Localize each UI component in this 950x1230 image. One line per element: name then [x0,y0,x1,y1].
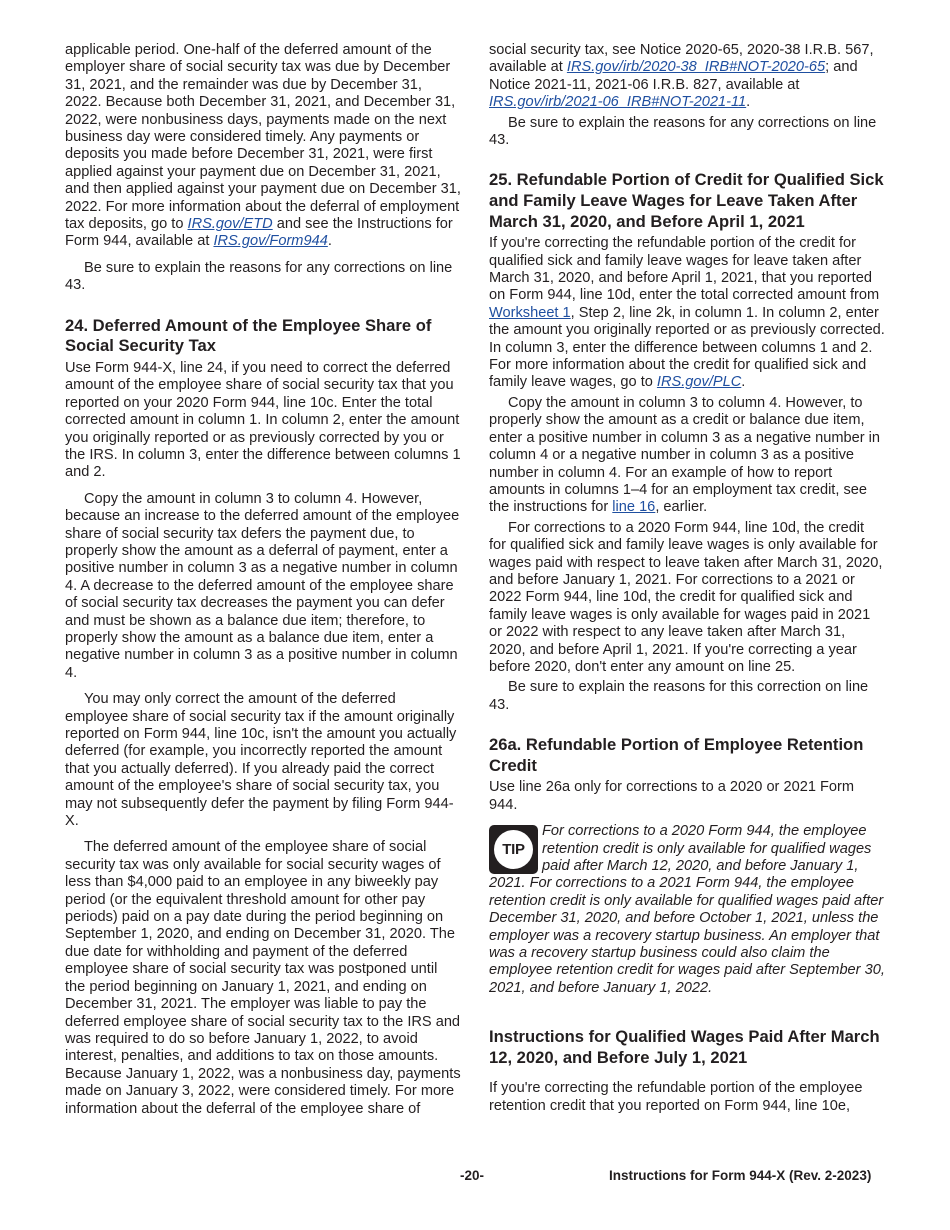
tip-label: TIP [494,830,533,869]
section-heading-25: 25. Refundable Portion of Credit for Qualified Sick and Family Leave Wages for Leave Taken After March 31, 2020, and Before April 1, 2021 [489,170,884,231]
paragraph: Use Form 944-X, line 24, if you need to correct the deferred amount of the employee share of social security tax that you reported on your 2020 Form 944, line 10c. Enter the total corrected amount in column 1. In column 2, enter the amount you originally reported or as previously corrected by you or the IRS. In column 3, enter the difference between columns 1 and 2. [65,359,461,481]
tip-box [489,823,885,997]
paragraph: social security tax, see Notice 2020-65, 2020-38 I.R.B. 567, available at IRS.gov/irb/2020-38_IRB#NOT-2020-65; and Notice 2021-11, 2021-06 I.R.B. 827, available at IRS.gov/irb/2021-06_IRB#NOT-2021-11. [489,42,874,111]
page-number: -20- [460,1168,485,1183]
tip-icon [489,825,538,874]
document-title: Instructions for Form 944-X (Rev. 2-2023) [609,1168,872,1183]
section-heading-instructions: Instructions for Qualified Wages Paid After March 12, 2020, and Before July 1, 2021 [489,1027,880,1067]
paragraph: Be sure to explain the reasons for this correction on line 43. [489,679,869,713]
paragraph: The deferred amount of the employee share of social security tax was only available for social security wages of less than $4,000 paid to an employee in any biweekly pay period (or the equivalent threshold amount for other pay periods) paid on a pay date during the period beginning on September 1, 2020, and ending on December 31, 2020. The due date for withholding and payment of the deferred employee share of social security tax was postponed until the period beginning on January 1, 2021, and ending on December 31, 2021. The employer was liable to pay the deferred employee share of social security tax to the IRS and was required to do so before January 1, 2022, to avoid interest, penalties, and additions to tax on those amounts. Because January 1, 2022, was a nonbusiness day, payments made on January 3, 2022, were considered timely. For more information about the deferral of the employee share of [65,839,461,1117]
link-irs-plc[interactable]: IRS.gov/PLC [656,374,742,391]
paragraph: If you're correcting the refundable portion of the employee retention credit that you reported on Form 944, line 10e, [489,1080,863,1114]
right-column [489,42,885,1115]
tip-text: For corrections to a 2020 Form 944, the employee retention credit is only available for qualified wages paid after March 12, 2020, and before January 1, 2021. For corrections to a 2021 Form 944, the employee retention credit is only available for qualified wages paid after December 31, 2020, and before October 1, 2021, unless the employer was a recovery startup business. An employer that was a recovery startup business could also claim the employee retention credit for wages paid after September 30, 2021, and before January 1, 2022. [489,823,885,996]
paragraph: Be sure to explain the reasons for any corrections on line 43. [489,114,877,149]
paragraph: Use line 26a only for corrections to a 2020 or 2021 Form 944. [489,779,855,813]
paragraph: Be sure to explain the reasons for any corrections on line 43. [65,259,453,294]
paragraph: You may only correct the amount of the deferred employee share of social security tax if the amount originally reported on Form 944, line 10c, isn't the amount you actually deferred (for example, you incorrectly reported the amount that you actually deferred). If you already paid the correct amount of the employee's share of social security tax, you may not subsequently defer the payment by filing Form 944-X. [65,691,457,830]
link-irs-etd[interactable]: IRS.gov/ETD [187,216,273,233]
paragraph: applicable period. One-half of the deferred amount of the employer share of social security tax was due by December 31, 2021, and the remainder was due by December 31, 2022. Because both December 31, 2021, and December 31, 2022, were nonbusiness days, payments made on the next business day were considered timely. Any payments or deposits you made before December 31, 2021, were first applied against your payment due on December 31, 2021, and then applied against your payment due on December 31, 2022. For more information about the deferral of employment tax deposits, go to IRS.gov/ETD and see the Instructions for Form 944, available at IRS.gov/Form944. [65,42,461,250]
paragraph: Copy the amount in column 3 to column 4. However, to properly show the amount as a credit or balance due item, enter a positive number in column 3 as a negative number in column 4 or a negative number in column 3 as a positive number in column 4. For an example of how to report amounts in columns 1–4 for an employment tax credit, see the instructions for line 16, earlier. [489,394,881,516]
left-column [65,42,461,1118]
paragraph: If you're correcting the refundable portion of the credit for qualified sick and family leave wages for leave taken after March 31, 2020, and before April 1, 2021, that you reported on Form 944, line 10d, enter the total corrected amount from Worksheet 1, Step 2, line 2k, in column 1. In column 2, enter the amount you originally reported or as previously corrected. In column 3, enter the difference between columns 1 and 2. For more information about the credit for qualified sick and family leave wages, go to IRS.gov/PLC. [489,235,885,391]
section-heading-24: 24. Deferred Amount of the Employee Share of Social Security Tax [65,315,432,356]
paragraph: Copy the amount in column 3 to column 4. However, because an increase to the deferred amount of the employee share of social security tax defers the payment due, to properly show the amount as a deferral of payment, enter a positive number in column 3 as a negative number in column 4. A decrease to the deferred amount of the employee share of social security tax decreases the payment you can defer and must be shown as a balance due item; therefore, to properly show the amount as a balance due item, enter a negative number in column 3 as a positive number in column 4. [65,490,460,681]
link-irs-form944[interactable]: IRS.gov/Form944 [213,233,328,250]
link-irb-2021-06[interactable]: IRS.gov/irb/2021-06_IRB#NOT-2021-11 [489,94,747,111]
paragraph: For corrections to a 2020 Form 944, line 10d, the credit for qualified sick and family leave wages is only available for wages paid with respect to leave taken after March 31, 2020, and before January 1, 2021. For corrections to a 2021 or 2022 Form 944, line 10d, the credit for qualified sick and family leave wages is only available for wages paid in 2021 or 2022 with respect to any leave taken after March 31, 2020, and before April 1, 2021. If you're correcting a year before 2020, don't enter any amount on line 25. [489,519,883,675]
section-heading-26a: 26a. Refundable Portion of Employee Retention Credit [489,735,864,775]
link-worksheet-1[interactable]: Worksheet 1 [489,304,571,321]
link-line-16[interactable]: line 16 [612,499,656,516]
link-irb-2020-38[interactable]: IRS.gov/irb/2020-38_IRB#NOT-2020-65 [566,59,826,76]
